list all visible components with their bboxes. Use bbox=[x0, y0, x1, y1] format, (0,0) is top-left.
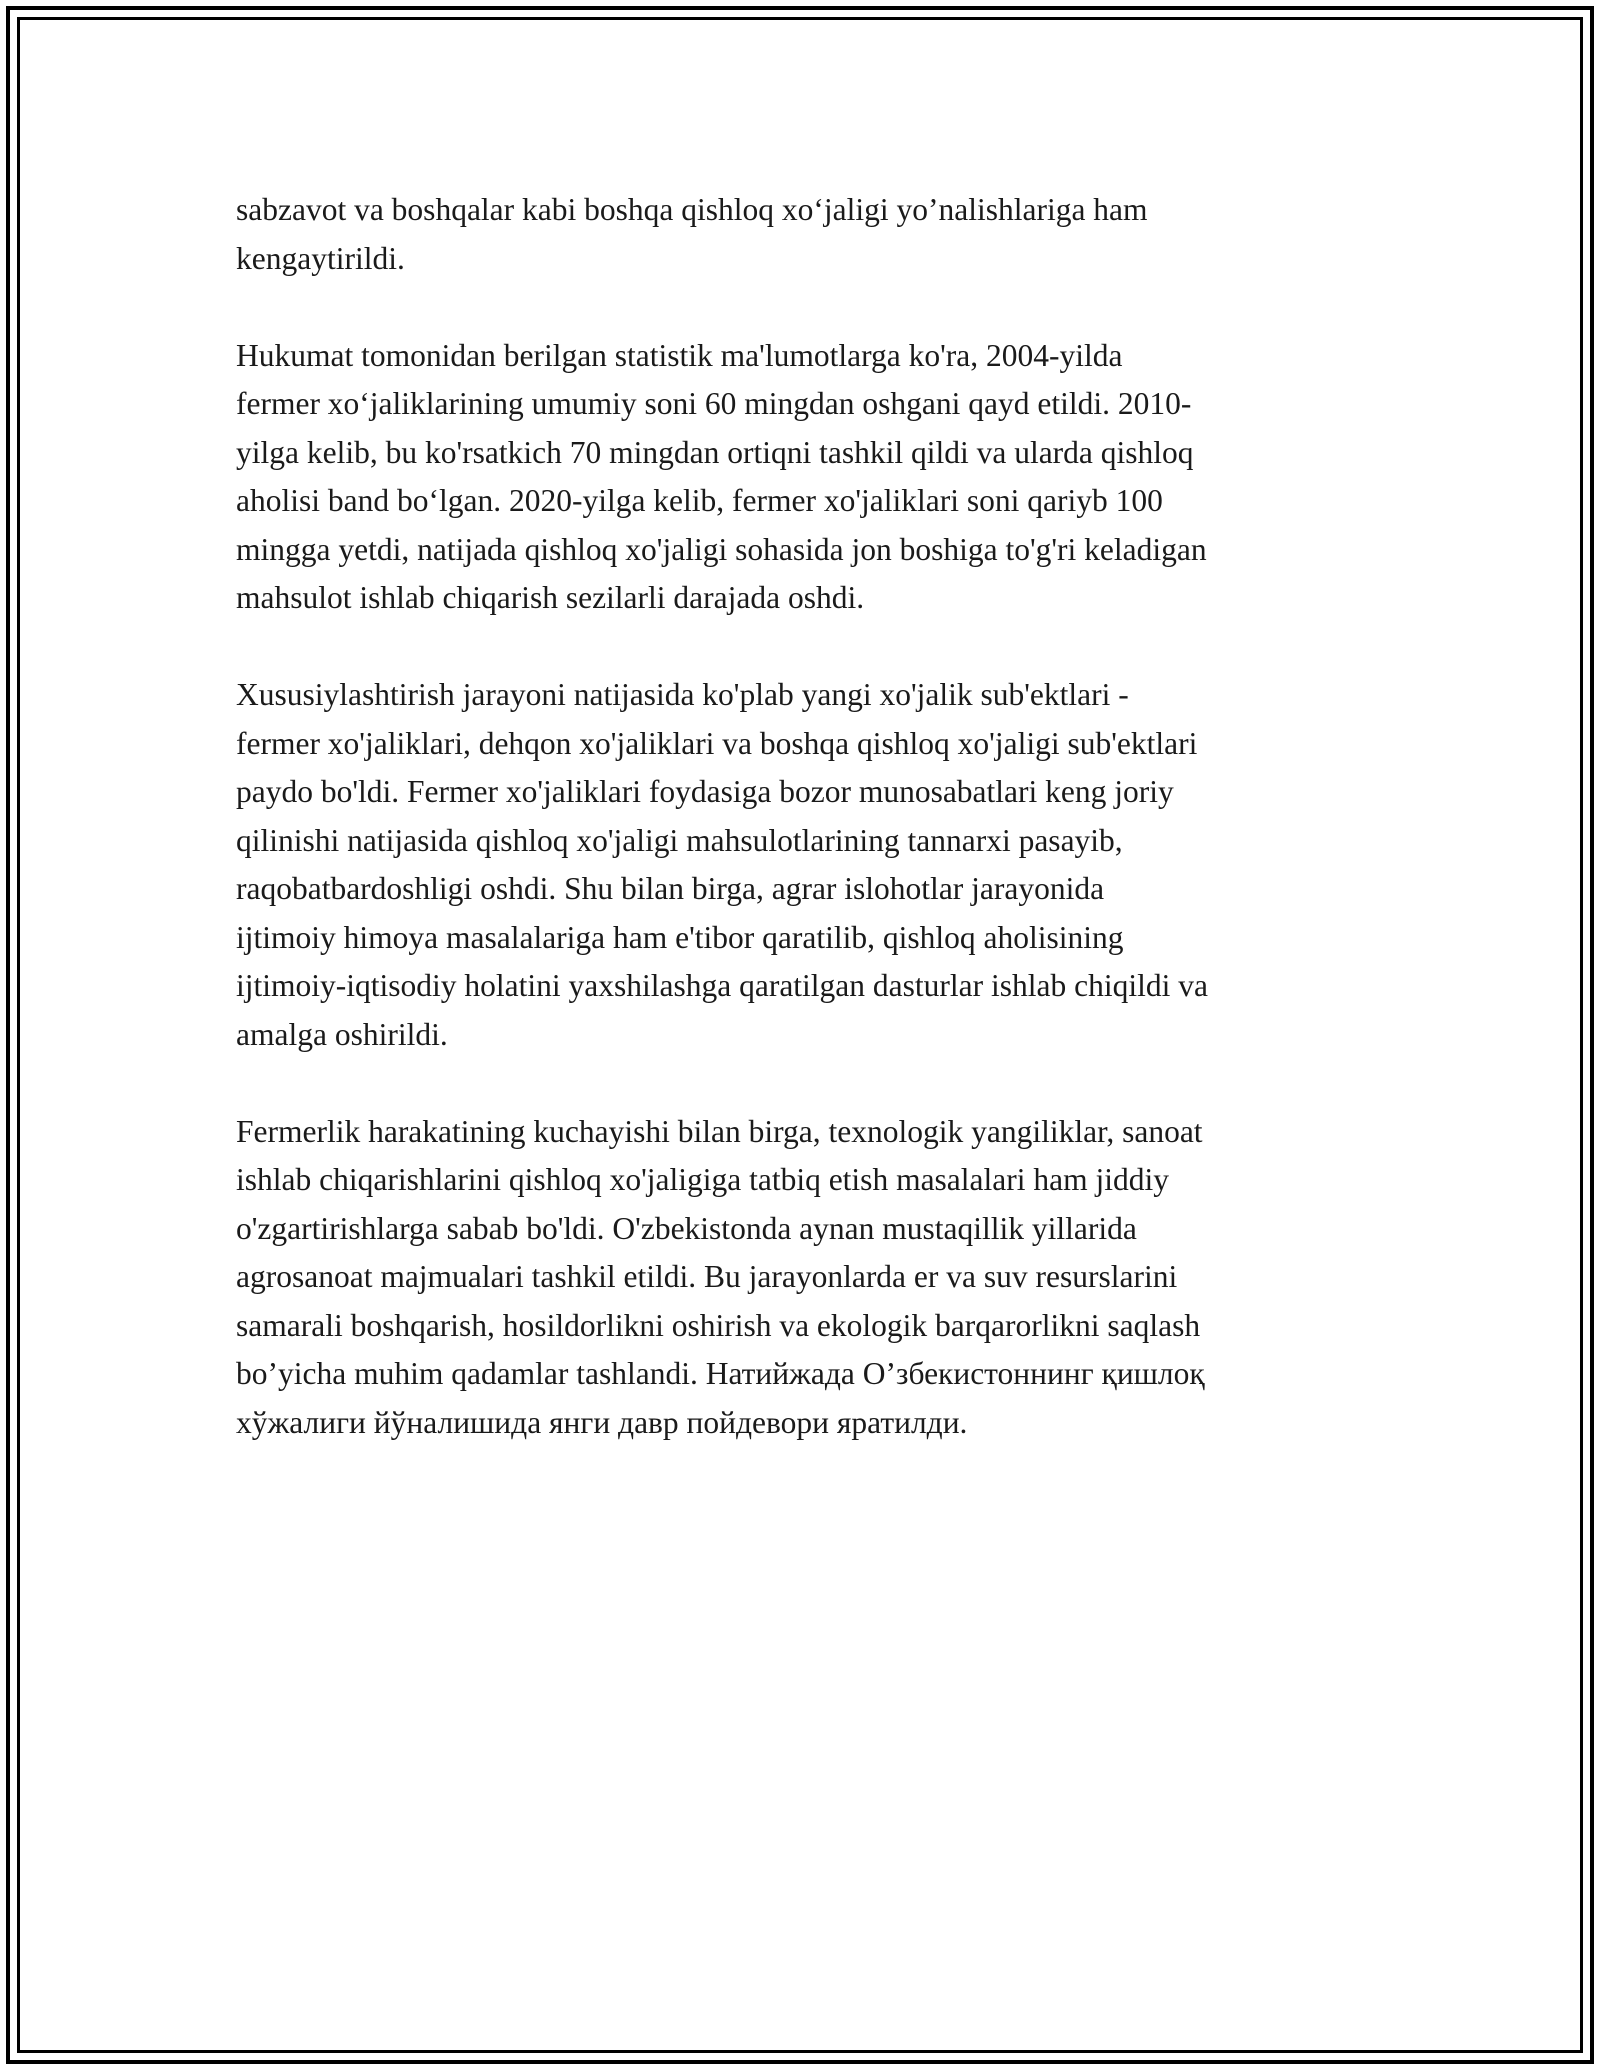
paragraph-3: Xususiylashtirish jarayoni natijasida ko'plab yangi xo'jalik sub'ektlari - fermer xo'jaliklari, dehqon xo'jaliklari va boshqa qishloq xo'jaligi sub'ektlari paydo bo'ldi. Fermer xo'jaliklari foydasiga bozor munosabatlari keng joriy qilinishi natijasida qishloq xo'jaligi mahsulotlarining tannarxi pasayib, raqobatbardoshligi oshdi. Shu bilan birga, agrar islohotlar jarayonida ijtimoiy himoya masalalariga ham e'tibor qaratilib, qishloq aholisining ijtimoiy-iqtisodiy holatini yaxshilashga qaratilgan dasturlar ishlab chiqildi va amalga oshirildi. bbox=[236, 677, 1208, 1052]
document-body bbox=[236, 186, 1376, 1496]
paragraph-1: sabzavot va boshqalar kabi boshqa qishloq xoʻjaligi yoʼnalishlariga ham kengaytirildi. bbox=[236, 192, 1148, 276]
paragraph-2: Hukumat tomonidan berilgan statistik ma'lumotlarga ko'ra, 2004-yilda fermer xoʻjaliklarining umumiy soni 60 mingdan oshgani qayd etildi. 2010- yilga kelib, bu ko'rsatkich 70 mingdan ortiqni tashkil qildi va ularda qishloq aholisi band boʻlgan. 2020-yilga kelib, fermer xo'jaliklari soni qariyb 100 mingga yetdi, natijada qishloq xo'jaligi sohasida jon boshiga to'g'ri keladigan mahsulot ishlab chiqarish sezilarli darajada oshdi. bbox=[236, 337, 1207, 615]
paragraph-4: Fermerlik harakatining kuchayishi bilan birga, texnologik yangiliklar, sanoat ishlab chiqarishlarini qishloq xo'jaligiga tatbiq etish masalalari ham jiddiy o'zgartirishlarga sabab bo'ldi. O'zbekistonda aynan mustaqillik yillarida agrosanoat majmualari tashkil etildi. Bu jarayonlarda er va suv resurslarini samarali boshqarish, hosildorlikni oshirish va ekologik barqarorlikni saqlash boʼyicha muhim qadamlar tashlandi. Натийжада Оʼзбекистоннинг қишлоқ хўжалиги йўналишида янги давр пойдевори яратилди. bbox=[236, 1113, 1205, 1440]
